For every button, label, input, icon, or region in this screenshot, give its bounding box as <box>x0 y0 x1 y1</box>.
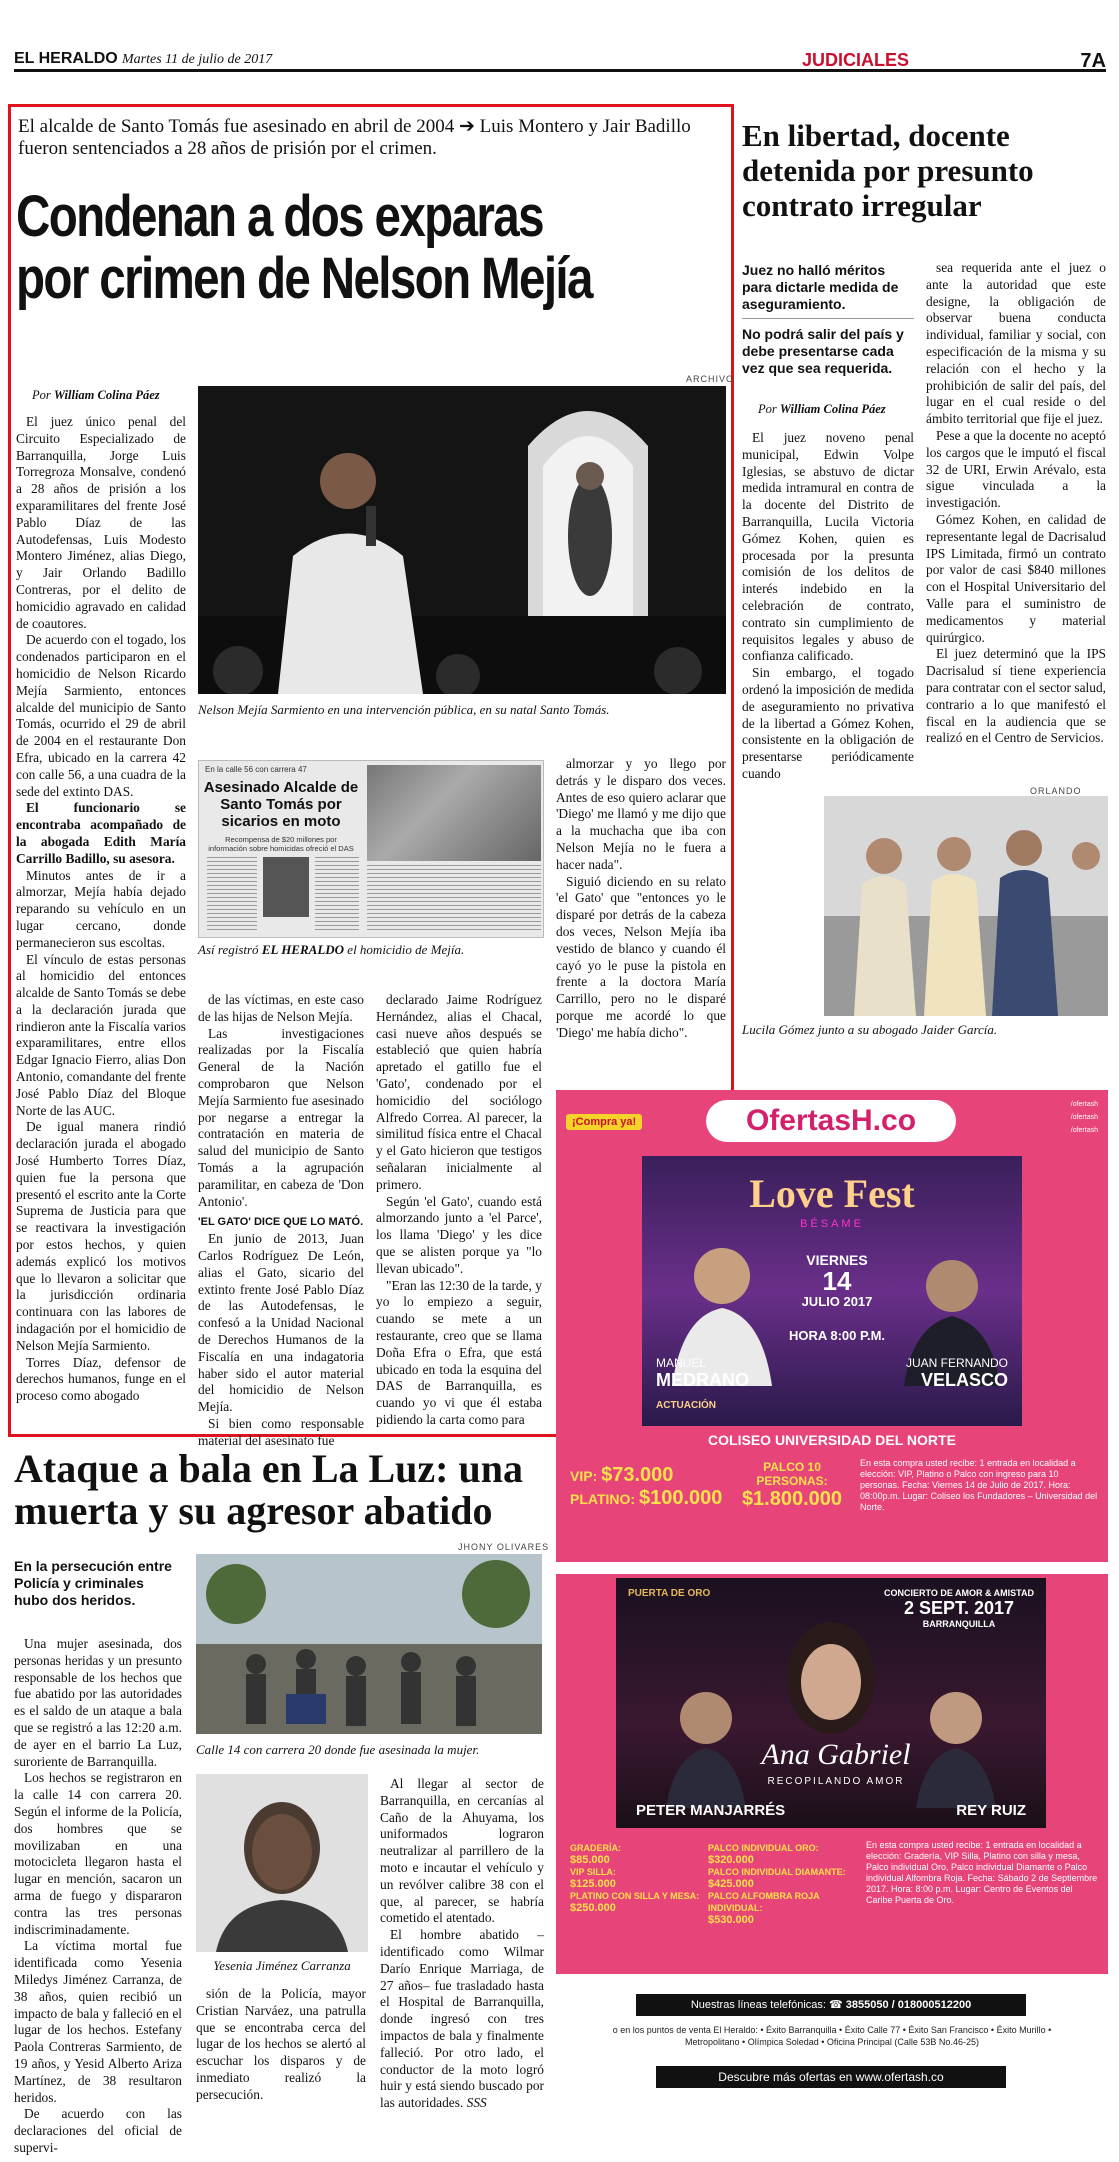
section-subhead: 'EL GATO' DICE QUE LO MATÓ. <box>198 1216 364 1229</box>
paragraph: almorzar y yo llego por detrás y le disparo dos veces. Antes de eso quiero aclarar que 'Diego' me llamó y me dijo que a la muchacha que iba con Nelson Mejía no le fuera a hacer nada". <box>556 756 726 872</box>
price-item: PALCO ALFOMBRA ROJA INDIVIDUAL: $530.000 <box>708 1891 820 1926</box>
portrait-figure <box>196 1774 368 1952</box>
right-summary-1: Juez no halló méritos para dictarle medida de aseguramiento. <box>742 262 899 312</box>
event1-panel[interactable] <box>556 1152 1108 1562</box>
headline-line-2: por crimen de Nelson Mejía <box>16 246 592 311</box>
paragraph: Al llegar al sector de Barranquilla, en cercanías al Caño de la Ahuyama, los uniformados lograron neutralizar al parrillero de la moto e incautar el vehículo y un revólver calibre 38 con el que, al parecer, se habría cometido el atentado. <box>380 1776 544 1926</box>
right-byline: Por William Colina Páez <box>758 402 886 416</box>
artist-main-sub: RECOPILANDO AMOR <box>767 1776 905 1787</box>
paragraph: Sin embargo, el togado ordenó la imposición de medida de aseguramiento no privativa de la libertad a Gómez Kohen, consistente en la obligación de presentarse periódicamente cuando <box>742 665 914 781</box>
paragraph: Si bien como responsable material del asesinato fue <box>198 1415 364 1448</box>
main-column-4 <box>556 756 726 1042</box>
photo-scene <box>824 796 1108 1016</box>
ofertash-ad[interactable] <box>556 1090 1108 2162</box>
paragraph: El hombre abatido –identificado como Wilmar Darío Enrique Marriaga, de 27 años– fue trasladado hasta el Hospital de Barranquilla, donde ingresó con tres impactos de bala y finalmente falleció. Por otro lado, el conductor de la moto logró huir y está siendo buscado por las autoridades. SSS <box>380 1927 544 2111</box>
bottom-column-1 <box>14 1636 182 2157</box>
paragraph: "Eran las 12:30 de la tarde, y yo lo empiezo a seguir, cuando se mete a un restaurante, creo que se llama Doña Efra o Efra, que está ubicado en toda la esquina del DAS de Barranquilla, es cuando yo vi que él estaba pidiendo la carta como para <box>376 1277 542 1427</box>
signoff: SSS <box>466 2095 487 2111</box>
clip-headline: Asesinado Alcalde de Santo Tomás por sicarios en moto <box>203 779 359 830</box>
social-links[interactable] <box>1071 1098 1098 1137</box>
price-item: PALCO INDIVIDUAL DIAMANTE: $425.000 <box>708 1867 846 1890</box>
paragraph: El juez determinó que la IPS Dacrisalud sí tiene experiencia para contratar con el sector salud, contrario a lo que manifestó el fiscal en la audiencia que se realizó en el Centro de Servicios. <box>926 646 1106 746</box>
act-label: ACTUACIÓN <box>656 1400 716 1411</box>
paragraph: declarado Jaime Rodríguez Hernández, alias el Chacal, casi nueve años después se estableció que quien habría apretado el gatillo fue el 'Gato', condenado por el homicidio del sociólogo Alfredo Correa. Al parecer, la similitud física entre el Chacal y el Gato hicieron que testigos señalaran inicialmente al primero. <box>376 992 542 1192</box>
bottom-column-3 <box>380 1776 544 2112</box>
author-name: William Colina Páez <box>779 402 886 416</box>
paragraph: Gómez Kohen, en calidad de representante legal de Dacrisalud IPS Limitada, firmó un contrato por valor de casi $840 millones con el Hospital Universitario del Valle para el suministro de medicamentos y material quirúrgico. <box>926 511 1106 645</box>
bottom-column-2 <box>196 1986 366 2104</box>
paragraph: De acuerdo con el togado, los condenados participaron en el homicidio de Nelson Ricardo Mejía Sarmiento, entonces alcalde del municipio de Santo Tomás, ocurrido el 29 de abril de 2004 en el restaurante Don Efra, ubicado en la carrera 42 con calle 56, a una cuadra de la sede del extinto DAS. <box>16 632 186 799</box>
artist2: PETER MANJARRÉS <box>636 1802 786 1819</box>
event1-poster <box>642 1156 1022 1426</box>
event2-buy-info: En esta compra usted recibe: 1 entrada en localidad a elección: Gradería, VIP Silla, Platino con silla y mesa, Palco individual Oro, Palco individual Diamante o Palco individual Alfombra Roja. Fecha: Sábado 2 de Septiembre 2017. Hora: 8:00 p.m. Lugar: Centro de Eventos del Caribe Puerta de Oro. <box>866 1840 1098 1905</box>
clip-text-block <box>207 857 257 933</box>
event1-subtitle: BÉSAME <box>800 1218 864 1230</box>
main-photo <box>198 386 726 694</box>
event1-buy-info: En esta compra usted recibe: 1 entrada en localidad a elección: VIP, Platino o Palco con ingreso para 10 personas. Fecha: Viernes 14 de Julio de 2017. Hora: 08:00p.m. Lugar: Coliseo los Fundadores – Universidad del Norte. <box>860 1458 1098 1512</box>
event2-prices <box>570 1842 860 1926</box>
ad-spacer <box>556 1562 1108 1574</box>
main-headline <box>16 186 592 310</box>
bottom-photo-caption: Calle 14 con carrera 20 donde fue asesinada la mujer. <box>196 1742 480 1757</box>
paragraph: El juez noveno penal municipal, Edwin Volpe Iglesias, se abstuvo de dictar medida intramural en contra de la docente del Distrito de Barranquilla, Lucila Victoria Gómez Kohen, quien es procesada por la presunta comisión de los delitos de interés indebido en la celebración de contrato, contrato sin cumplimiento de requisitos legales y abuso de confianza calificado. <box>742 430 914 664</box>
archive-clipping <box>198 760 544 938</box>
right-photo <box>824 796 1108 1016</box>
event2-poster <box>616 1578 1046 1828</box>
newspaper-logo: EL HERALDO <box>14 50 118 67</box>
main-byline: Por William Colina Páez <box>32 388 160 402</box>
paragraph: Los hechos se registraron en la calle 14 con carrera 20. Según el informe de la Policía, dos hombres que se movilizaban en una motocicleta llegaron hasta el lugar en mención, sacaron un arma de fuego y dispararon contra las tres personas indiscriminadamente. <box>14 1770 182 1937</box>
event1-time: HORA 8:00 P.M. <box>788 1328 886 1343</box>
paragraph: Siguió diciendo en su relato 'el Gato' que "entonces yo le disparé por detrás de la cabeza dos veces, Nelson Mejía iba vestido de blanco y cuando él cayó yo le puse la pistola en frente a la doctora María Carrillo, pero no le disparé porque me acordé lo que 'Diego' me había dicho". <box>556 873 726 1040</box>
right-headline: En libertad, docente detenida por presunto contrato irregular <box>742 118 1034 223</box>
clip-photo <box>367 765 541 861</box>
twitter-icon[interactable]: /ofertash <box>1070 1114 1098 1121</box>
main-column-2 <box>198 992 364 1450</box>
main-column-1 <box>16 414 186 1405</box>
artist-main: Ana Gabriel <box>761 1738 911 1771</box>
event1-date: VIERNES 14 JULIO 2017 <box>801 1252 873 1309</box>
clip-topline: En la calle 56 con carrera 47 <box>205 765 307 774</box>
photo-credit: ARCHIVO <box>686 374 735 384</box>
venue-logo: PUERTA DE ORO <box>628 1588 711 1599</box>
victim-portrait <box>196 1774 368 1952</box>
event1-title: Love Fest <box>749 1171 915 1216</box>
photo-credit: ORLANDO <box>1030 786 1082 796</box>
photo-scene <box>196 1554 542 1734</box>
author-name: William Colina Páez <box>53 388 160 402</box>
price-item: PLATINO CON SILLA Y MESA: $250.000 <box>570 1891 700 1914</box>
masthead <box>14 50 1106 72</box>
artist3: REY RUIZ <box>956 1802 1026 1819</box>
ofertash-logo[interactable]: OfertasH.co <box>706 1100 956 1142</box>
sales-points: o en los puntos de venta El Heraldo: • Éxito Barranquilla • Éxito Calle 77 • Éxito San Francisco • Éxito Murillo • Metropolitano • Olímpica Soledad • Oficina Principal (Calle 53B No.46-25) <box>612 2025 1052 2047</box>
event2-date: CONCIERTO DE AMOR & AMISTAD 2 SEPT. 2017 BARRANQUILLA <box>884 1588 1034 1629</box>
phone-numbers[interactable]: 3855050 / 018000512200 <box>845 1999 972 2011</box>
paragraph: sión de la Policía, mayor Cristian Narváez, una patrulla que se encontraba cerca del lugar de los hechos se alertó al escuchar los disparos y de inmediato realizó la persecución. <box>196 1986 366 2102</box>
right-column-1 <box>742 430 914 783</box>
kicker-text: El alcalde de Santo Tomás fue asesinado en abril de 2004 <box>18 116 455 137</box>
main-column-3 <box>376 992 542 1429</box>
paragraph: Según 'el Gato', cuando está almorzando junto a 'el Parce', los llama 'Diego' y les dice que se alisten porque ya "lo llevan ubicado". <box>376 1193 542 1276</box>
page-number: 7A <box>1080 50 1106 72</box>
bottom-headline: Ataque a bala en La Luz: una muerta y su agresor abatido <box>14 1446 523 1533</box>
event2-panel[interactable] <box>556 1574 1108 1974</box>
photo-scene <box>198 386 726 694</box>
right-photo-caption: Lucila Gómez junto a su abogado Jaider García. <box>742 1022 998 1037</box>
portrait-caption: Yesenia Jiménez Carranza <box>213 1958 351 1973</box>
issue-date: Martes 11 de julio de 2017 <box>122 52 273 67</box>
right-column-2 <box>926 260 1106 747</box>
paragraph: Minutos antes de ir a almorzar, Mejía había dejado reparando su vehículo en un lugar cercano, donde permanecieron sus escoltas. <box>16 867 186 950</box>
paragraph: La víctima mortal fue identificada como Yesenia Miledys Jiménez Carranza, de 38 años, quien recibió un impacto de bala y falleció en el lugar de los hechos. Estefany Paola Contreras Sarmiento, de 19 años, y Yesid Alberto Ariza Martínez, de 38 resultaron heridos. <box>14 1938 182 2105</box>
clip-text-block <box>315 857 359 933</box>
headline-line-1: Condenan a dos exparas <box>16 184 543 249</box>
clip-portrait <box>263 857 309 917</box>
event1-prices: VIP: $73.000 PLATINO: $100.000 <box>570 1464 723 1509</box>
website-link[interactable]: Descubre más ofertas en www.ofertash.co <box>656 2066 1006 2088</box>
clip-caption: Así registró EL HERALDO el homicidio de Mejía. <box>198 942 465 957</box>
section-name: JUDICIALES <box>802 50 910 70</box>
price-item: PALCO INDIVIDUAL ORO: $320.000 <box>708 1843 819 1866</box>
phone-bar[interactable]: Nuestras líneas telefónicas: ☎ 3855050 / 018000512200 <box>636 1994 1026 2016</box>
paragraph: Torres Díaz, defensor de derechos humanos, funge en el proceso como abogado <box>16 1354 186 1404</box>
event2-artists <box>616 1578 1046 1828</box>
main-kicker <box>18 116 724 160</box>
event1-venue: COLISEO UNIVERSIDAD DEL NORTE <box>708 1432 956 1448</box>
paragraph: El juez único penal del Circuito Especializado de Barranquilla, Jorge Luis Torregroza Monsalve, condenó a 28 años de prisión a los exparamilitares del frente José Pablo Díaz de las Autodefensas, Luis Modesto Montero Jiménez, alias Diego, y Jair Orlando Badillo Contreras, por el delito de homicidio agravado en calidad de coautores. <box>16 414 186 631</box>
clip-subline: Recompensa de $20 millones por información sobre homicidas ofreció el DAS <box>208 835 354 853</box>
instagram-icon[interactable]: /ofertash <box>1070 1127 1098 1134</box>
paragraph: El funcionario se encontraba acompañado de la abogada Edith María Carrillo Badillo, su asesora. <box>16 800 186 866</box>
paragraph: De igual manera rindió declaración jurada el abogado José Humberto Torres Díaz, quien fue la persona que presentó el escrito ante la Corte Suprema de Justicia para que se reactivara la investigación por estos hechos, y quien además explicó los motivos que lo llevaron a solicitar que la jurisdicción ordinaria continuara con las labores de indagación por el homicidio de Nelson Mejía Sarmiento. <box>16 1119 186 1353</box>
price-item: GRADERÍA: $85.000 <box>570 1843 621 1866</box>
main-photo-caption: Nelson Mejía Sarmiento en una intervención pública, en su natal Santo Tomás. <box>198 702 610 717</box>
ad-header <box>556 1090 1108 1152</box>
paragraph: sea requerida ante el juez o ante la autoridad que este designe, la obligación de observar buena conducta individual, familiar y social, con especificación de la misma y su relación con el hecho y la prohibición de salir del país, del lugar en el cual reside o del ámbito territorial que fije el juez. <box>926 260 1106 427</box>
artist2-name: JUAN FERNANDO VELASCO <box>905 1356 1008 1390</box>
kicker-text-2: Luis Montero y Jair Badillo fueron sentenciados a 28 años de prisión por el crimen. <box>18 116 691 159</box>
divider <box>742 318 914 319</box>
clip-text-block <box>367 865 541 933</box>
artist1-name: MANUEL MEDRANO <box>656 1356 749 1390</box>
paragraph: El vínculo de estas personas al homicidio del entonces alcalde de Santo Tomás se debe a la declaración jurada que rindieron ante la Fiscalía varios exparamilitares, entre ellos Edgar Ignacio Fierro, alias Don Antonio, comandante del frente José Pablo Díaz del Bloque Norte de las AUC. <box>16 951 186 1118</box>
photo-credit: JHONY OLIVARES <box>458 1542 550 1552</box>
palco-price: PALCO 10 PERSONAS: $1.800.000 <box>741 1460 843 1510</box>
right-summary-2: No podrá salir del país y debe presentarse cada vez que sea requerida. <box>742 326 904 376</box>
ad-footer[interactable] <box>556 1990 1108 2140</box>
paragraph: Una mujer asesinada, dos personas heridas y un presunto responsable de los hechos que fue abatido por las autoridades es el saldo de un ataque a bala que se registró a las 12:20 a.m. de ayer en el barrio La Luz, suroriente de Barranquilla. <box>14 1636 182 1769</box>
paragraph: de las víctimas, en este caso de las hijas de Nelson Mejía. <box>198 992 364 1024</box>
bottom-photo <box>196 1554 542 1734</box>
paragraph: De acuerdo con las declaraciones del oficial de supervi- <box>14 2106 182 2155</box>
paragraph: En junio de 2013, Juan Carlos Rodríguez De León, alias el Gato, sicario del extinto frente José Pablo Díaz de las Autodefensas, le confesó a la Unidad Nacional de Derechos Humanos de la Fiscalía en una indagatoria haber sido el autor material del homicidio de Nelson Mejía. <box>198 1231 364 1415</box>
paragraph: Las investigaciones realizadas por la Fiscalía General de la Nación comprobaron que Nelson Mejía Sarmiento fue asesinado por negarse a entregar la contratación en materia de salud del municipio de Santo Tomás a la agrupación paramilitar, en cabeza de 'Don Antonio'. <box>198 1025 364 1209</box>
compra-ya-badge[interactable]: ¡Compra ya! <box>566 1114 642 1130</box>
price-item: VIP SILLA: $125.000 <box>570 1867 616 1890</box>
phone-icon: ☎ <box>829 1999 843 2011</box>
bottom-summary: En la persecución entre Policía y criminales hubo dos heridos. <box>14 1558 172 1608</box>
arrow-icon: ➔ <box>459 116 475 137</box>
paragraph: Pese a que la docente no aceptó los cargos que le imputó el fiscal 32 de URI, Erwin Arévalo, esta sigue vinculada a la investigación. <box>926 427 1106 511</box>
facebook-icon[interactable]: /ofertash <box>1070 1101 1098 1108</box>
